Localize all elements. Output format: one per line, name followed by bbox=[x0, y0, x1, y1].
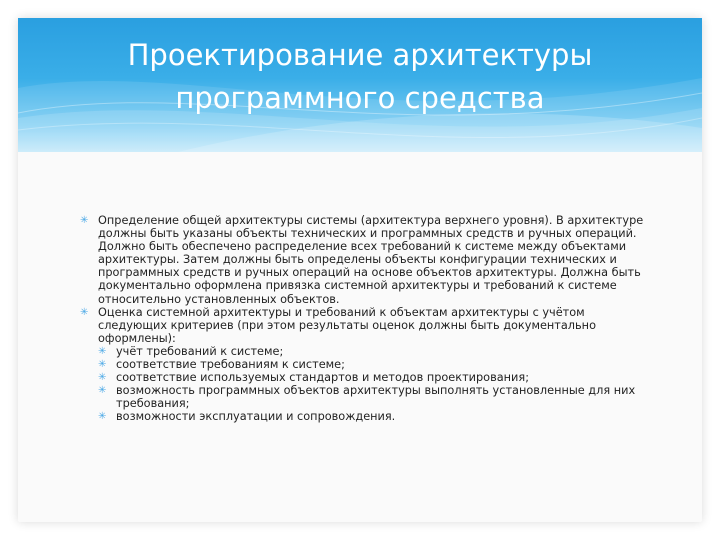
title-line-1: Проектирование архитектуры bbox=[127, 38, 593, 72]
bullet-item bbox=[80, 306, 650, 424]
sub-bullet-list bbox=[98, 345, 650, 424]
bullet-text: Определение общей архитектуры системы (архитектура верхнего уровня). В архитектуре должны быть указаны объекты технических и программных средств и ручных операций. Должно быть обеспечено распределение всех требований к системе между объектами архитектуры. Затем должны быть определены объекты конфигурации технических и программных средств и ручных операций на основе объектов архитектуры. Должна быть документально оформлена привязка системной архитектуры и требований к системе относительно установленных объектов. bbox=[98, 214, 644, 306]
sub-bullet-item bbox=[98, 410, 650, 423]
star-bullet-icon: ✳ bbox=[98, 385, 107, 397]
bullet-item bbox=[80, 214, 650, 306]
slide-title bbox=[18, 34, 702, 120]
sub-bullet-text: учёт требований к системе; bbox=[116, 344, 284, 358]
sub-bullet-text: соответствие требованиям к системе; bbox=[116, 358, 345, 372]
star-bullet-icon: ✳ bbox=[98, 411, 107, 423]
sub-bullet-item bbox=[98, 371, 650, 384]
star-bullet-icon: ✳ bbox=[80, 215, 89, 226]
star-bullet-icon: ✳ bbox=[98, 359, 107, 371]
sub-bullet-item bbox=[98, 345, 650, 358]
sub-bullet-text: возможности эксплуатации и сопровождения. bbox=[116, 410, 396, 424]
sub-bullet-item bbox=[98, 358, 650, 371]
bullet-list bbox=[80, 214, 650, 424]
sub-bullet-text: возможность программных объектов архитектуры выполнять установленные для них требования; bbox=[116, 384, 636, 411]
slide-body bbox=[80, 214, 650, 424]
slide bbox=[18, 18, 702, 522]
title-line-2: программного средства bbox=[175, 81, 545, 115]
title-banner bbox=[18, 18, 702, 152]
bullet-text: Оценка системной архитектуры и требований к объектам архитектуры с учётом следующих критериев (при этом результаты оценок должны быть документально оформлены): bbox=[98, 305, 596, 345]
star-bullet-icon: ✳ bbox=[98, 345, 107, 357]
sub-bullet-item bbox=[98, 384, 650, 410]
star-bullet-icon: ✳ bbox=[80, 306, 89, 318]
star-bullet-icon: ✳ bbox=[98, 372, 107, 384]
sub-bullet-text: соответствие используемых стандартов и методов проектирования; bbox=[116, 371, 529, 385]
